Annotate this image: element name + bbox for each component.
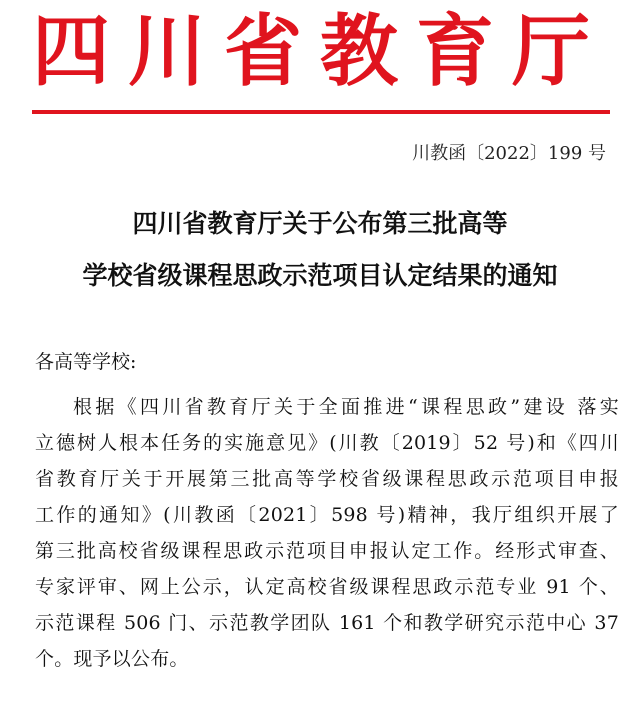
- body-line-4: 工作的通知》(川教函〔2021〕598 号)精神，我厅组织开展了: [35, 504, 619, 526]
- notice-title-line-2: 学校省级课程思政示范项目认定结果的通知: [82, 261, 558, 290]
- body-line-6: 专家评审、网上公示，认定高校省级课程思政示范专业 91 个、: [35, 576, 619, 598]
- red-header-divider: [32, 110, 610, 114]
- body-line-7: 示范课程 506 门、示范教学团队 161 个和教学研究示范中心 37: [35, 612, 619, 634]
- salutation: 各高等学校:: [35, 351, 137, 373]
- body-line-2: 立德树人根本任务的实施意见》(川教〔2019〕52 号)和《四川: [35, 432, 619, 454]
- document-number: 川教函〔2022〕199 号: [412, 143, 606, 164]
- body-line-1: 根据《四川省教育厅关于全面推进“课程思政”建设 落实: [73, 396, 619, 418]
- body-line-3: 省教育厅关于开展第三批高等学校省级课程思政示范项目申报: [35, 468, 619, 490]
- body-line-5: 第三批高校省级课程思政示范项目申报认定工作。经形式审查、: [35, 540, 619, 562]
- notice-title-line-1: 四川省教育厅关于公布第三批高等: [132, 209, 508, 238]
- issuer-header-title: 四川省教育厅: [31, 6, 608, 97]
- body-line-8: 个。现予以公布。: [35, 648, 189, 670]
